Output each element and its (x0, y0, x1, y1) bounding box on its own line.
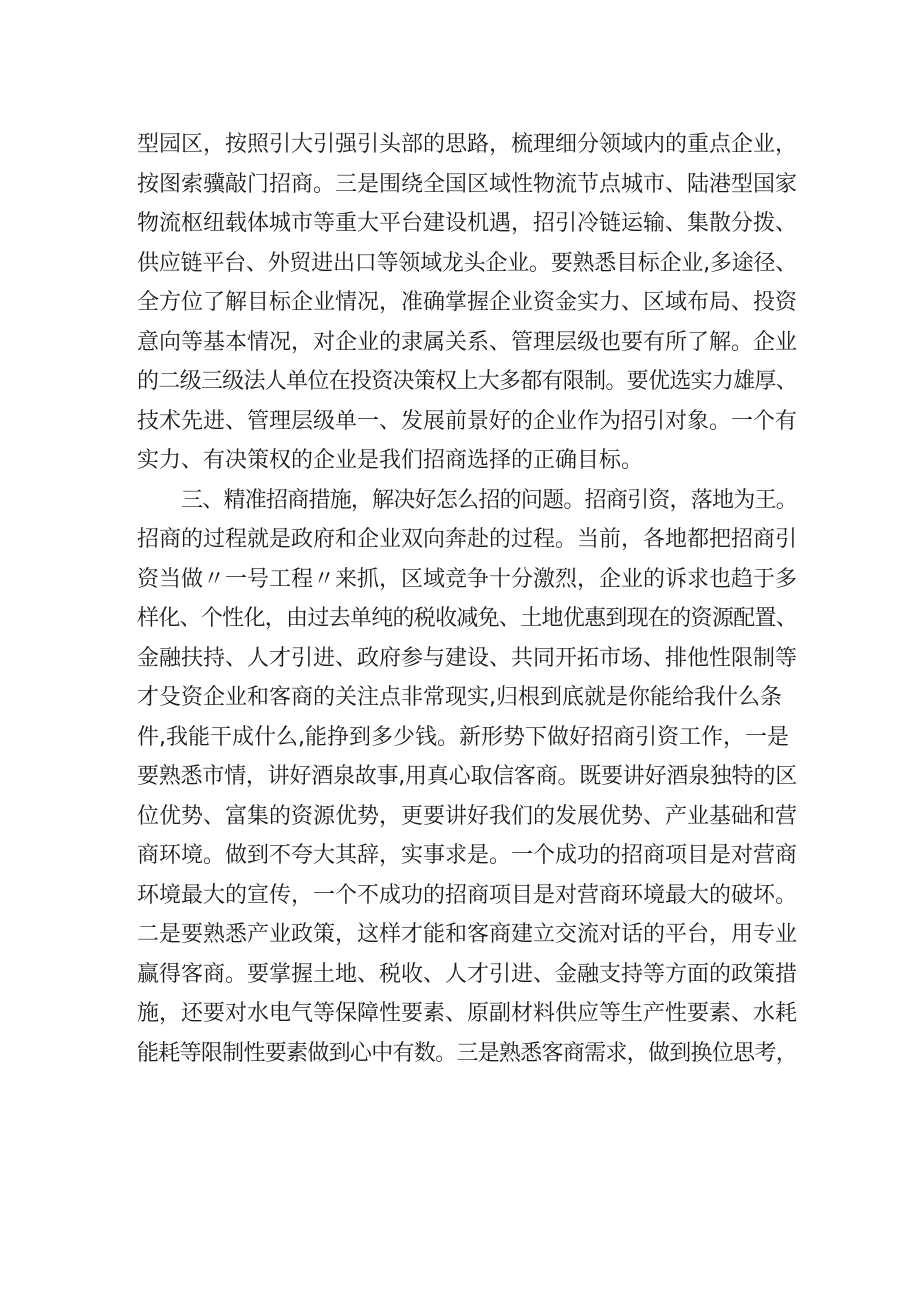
text-line: 实力、有决策权的企业是我们招商选择的正确目标。 (137, 448, 644, 473)
text-line: 施，还要对水电气等保障性要素、原副材料供应等生产性要素、水耗 (137, 1001, 798, 1026)
text-line: 位优势、富集的资源优势，更要讲好我们的发展优势、产业基础和营 (137, 803, 798, 829)
text-line: 环境最大的宣传，一个不成功的招商项目是对营商环境最大的破坏。 (137, 882, 798, 908)
text-line: 物流枢纽载体城市等重大平台建设机遇，招引冷链运输、集散分拨、 (137, 211, 798, 236)
text-line: 能耗等限制性要素做到心中有数。三是熟悉客商需求，做到换位思考， (137, 1040, 798, 1066)
text-line: 要熟悉市情，讲好酒泉故事,用真心取信客商。既要讲好酒泉独特的区 (137, 764, 797, 789)
text-line: 的二级三级法人单位在投资决策权上大多都有限制。要优选实力雄厚、 (137, 369, 798, 394)
text-line: 按图索骥敲门招商。三是围绕全国区域性物流节点城市、陆港型国家 (137, 171, 798, 197)
text-line: 金融扶持、人才引进、政府参与建设、共同开拓市场、排他性限制等 (137, 645, 798, 671)
text-line: 全方位了解目标企业情况，准确掌握企业资金实力、区域布局、投资 (137, 290, 798, 315)
text-line: 样化、个性化，由过去单纯的税收减免、土地优惠到现在的资源配置、 (137, 606, 798, 631)
text-line: 赢得客商。要掌握土地、税收、人才引进、金融支持等方面的政策措 (137, 961, 798, 987)
body-text (137, 125, 797, 1073)
text-line: 型园区，按照引大引强引头部的思路，梳理细分领域内的重点企业， (137, 132, 798, 157)
text-line: 技术先进、管理层级单一、发展前景好的企业作为招引对象。一个有 (137, 408, 798, 434)
text-line: 商环境。做到不夸大其辞，实事求是。一个成功的招商项目是对营商 (137, 843, 798, 868)
text-line: 二是要熟悉产业政策，这样才能和客商建立交流对话的平台，用专业 (137, 922, 798, 947)
section-heading-line: 三、精准招商措施，解决好怎么招的问题。招商引资，落地为王。 (181, 487, 798, 513)
text-line: 招商的过程就是政府和企业双向奔赴的过程。当前，各地都把招商引 (137, 527, 798, 552)
text-line: 供应链平台、外贸进出口等领域龙头企业。要熟悉目标企业,多途径、 (137, 250, 797, 276)
text-line: 意向等基本情况，对企业的隶属关系、管理层级也要有所了解。企业 (137, 329, 798, 355)
text-line: 件,我能干成什么,能挣到多少钱。新形势下做好招商引资工作，一是 (137, 724, 789, 750)
text-line: 才殳资企业和客商的关注点非常现实,归根到底就是你能给我什么条 (137, 685, 782, 710)
text-line: 资当做〃一号工程〃来抓，区域竞争十分激烈，企业的诉求也趋于多 (137, 566, 798, 592)
